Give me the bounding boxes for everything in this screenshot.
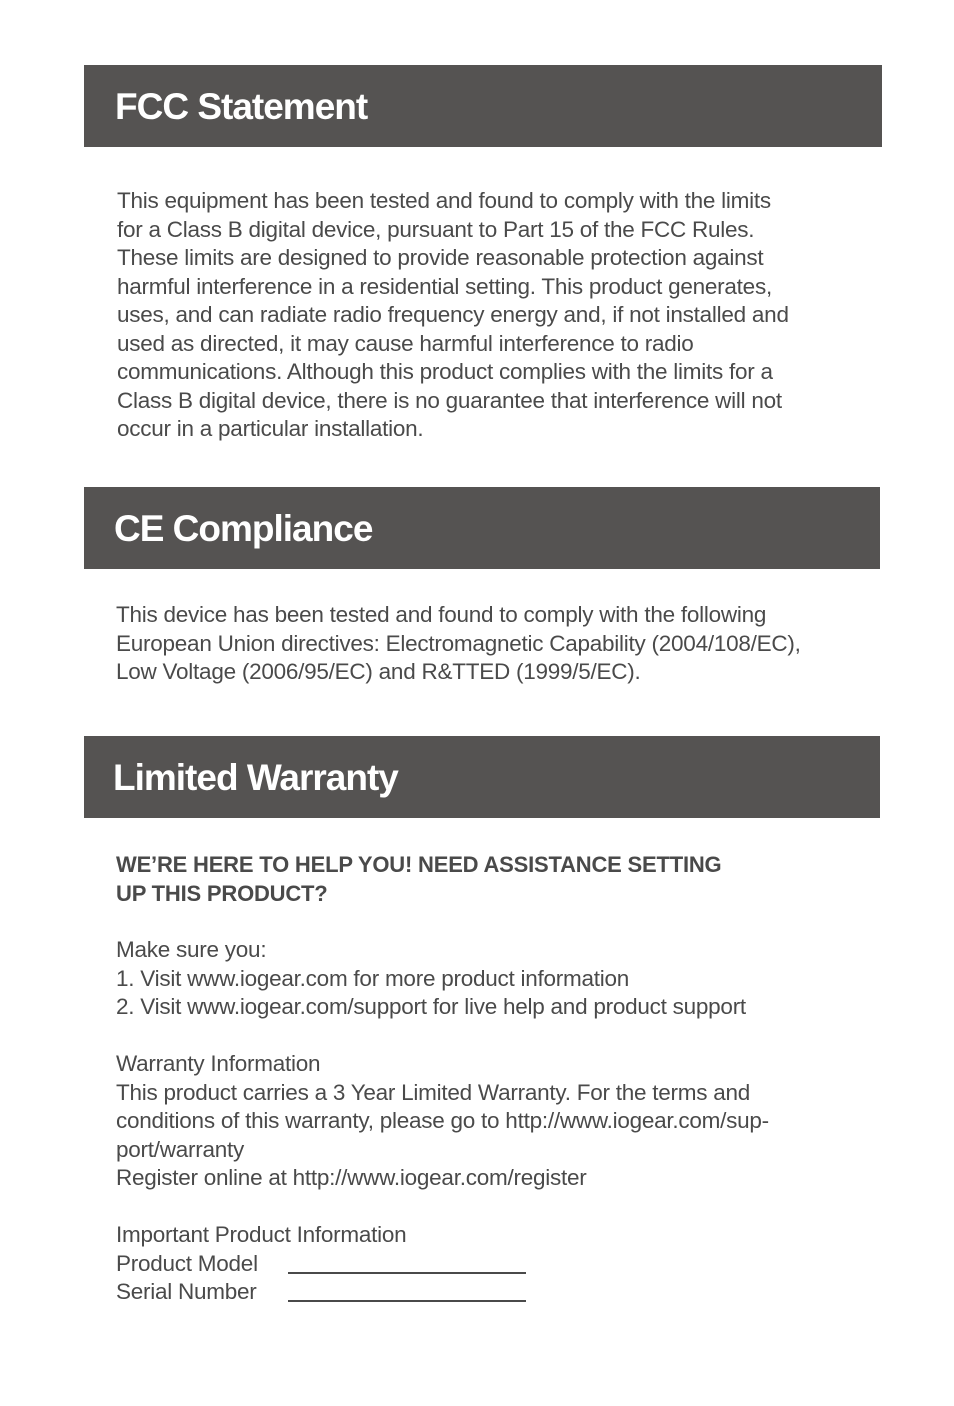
warranty-info-line: This product carries a 3 Year Limited Warranty. For the terms and [116, 1079, 751, 1105]
ce-line: European Union directives: Electromagnetic Capability (2004/108/EC), [116, 630, 801, 656]
fcc-line: These limits are designed to provide reasonable protection against [117, 245, 764, 270]
ce-banner [84, 487, 880, 569]
fcc-line: communications. Although this product complies with the limits for a [117, 359, 773, 384]
product-model-label: Product Model [116, 1250, 258, 1276]
fcc-line: occur in a particular installation. [117, 416, 424, 441]
ce-line: Low Voltage (2006/95/EC) and R&TTED (1999/5/EC). [116, 659, 641, 684]
ce-paragraph [116, 601, 876, 687]
ce-title: CE Compliance [114, 507, 373, 549]
serial-number-blank [288, 1300, 526, 1302]
warranty-info-line: conditions of this warranty, please go to http://www.iogear.com/sup- [116, 1108, 769, 1133]
product-model-blank [288, 1272, 526, 1274]
warranty-info-heading: Warranty Information [116, 1051, 321, 1076]
warranty-info-line: port/warranty [116, 1136, 245, 1162]
fcc-line: Class B digital device, there is no guarantee that interference will not [117, 387, 782, 413]
warranty-headline [116, 851, 876, 908]
fcc-line: used as directed, it may cause harmful interference to radio [117, 330, 694, 356]
product-model-row [116, 1250, 876, 1279]
serial-number-label: Serial Number [116, 1279, 257, 1304]
make-sure-block [116, 936, 876, 1022]
warranty-info-block [116, 1050, 876, 1193]
fcc-line: harmful interference in a residential setting. This product generates, [117, 273, 772, 299]
warranty-headline-line: WE’RE HERE TO HELP YOU! NEED ASSISTANCE SETTING [116, 852, 722, 877]
warranty-headline-line: UP THIS PRODUCT? [116, 880, 328, 906]
fcc-paragraph [117, 187, 877, 444]
fcc-line: uses, and can radiate radio frequency energy and, if not installed and [117, 302, 789, 327]
important-info-block [116, 1221, 876, 1307]
warranty-title: Limited Warranty [113, 756, 398, 798]
make-sure-label: Make sure you: [116, 937, 267, 962]
fcc-line: This equipment has been tested and found to comply with the limits [117, 188, 771, 213]
fcc-line: for a Class B digital device, pursuant to Part 15 of the FCC Rules. [117, 216, 755, 242]
fcc-title: FCC Statement [115, 85, 368, 127]
step-item: 2. Visit www.iogear.com/support for live help and product support [116, 994, 746, 1019]
serial-number-row [116, 1278, 876, 1307]
fcc-banner [84, 65, 882, 147]
warranty-banner [84, 736, 880, 818]
register-line: Register online at http://www.iogear.com/register [116, 1165, 587, 1190]
ce-line: This device has been tested and found to comply with the following [116, 602, 767, 627]
important-info-heading: Important Product Information [116, 1222, 407, 1247]
step-item: 1. Visit www.iogear.com for more product information [116, 965, 630, 991]
